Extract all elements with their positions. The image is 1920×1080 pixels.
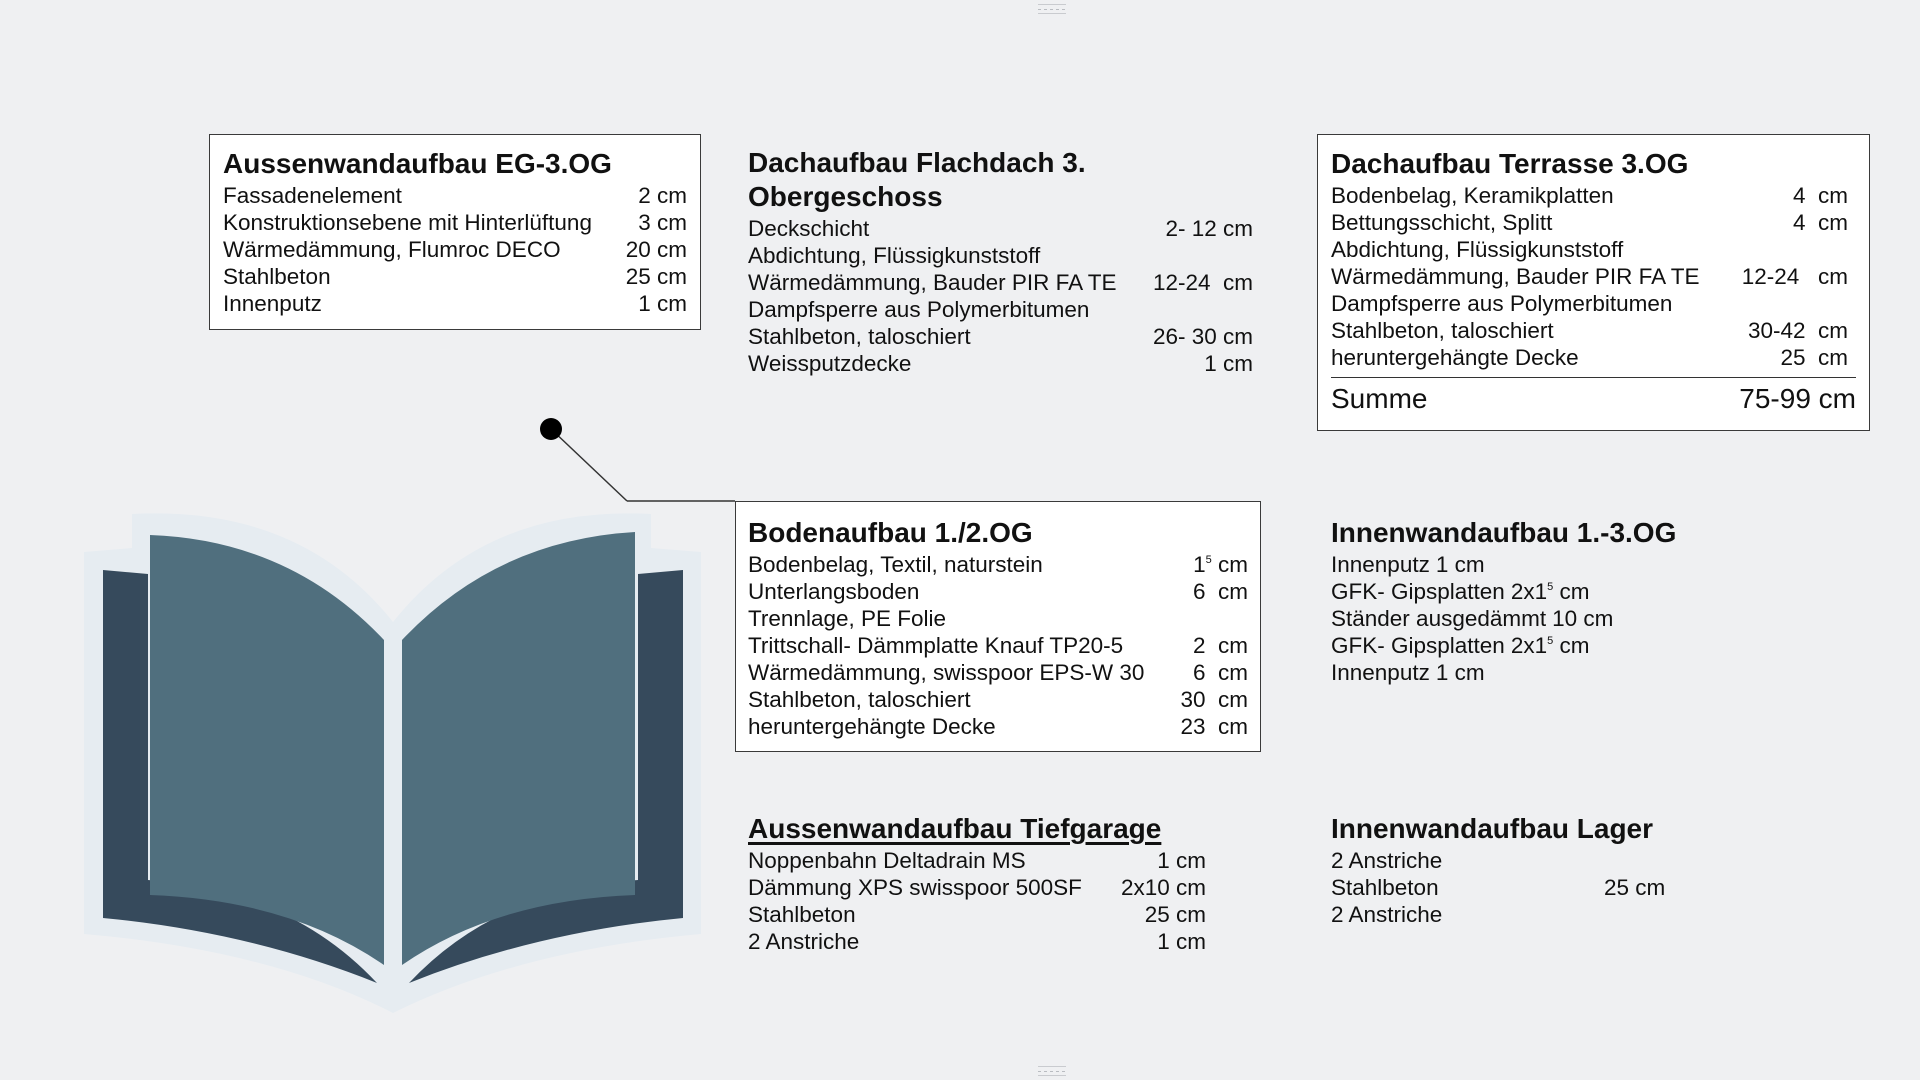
layer-label: Wärmedämmung, Bauder PIR FA TE [748,270,1117,295]
layer-value: 2- 12 cm [1165,216,1253,241]
dach-terrasse-box [1317,134,1870,431]
layer-row [1331,874,1751,901]
layer-label: Innenputz [223,291,322,316]
layer-label: Fassadenelement [223,183,402,208]
layer-row [1331,182,1856,209]
layer-label: Stahlbeton [748,902,856,927]
layer-row [748,269,1253,296]
layer-row [748,659,1248,686]
layer-label: Trittschall- Dämmplatte Knauf TP20-5 [748,633,1124,658]
layer-row [1331,344,1856,371]
layer-label: Bodenbelag, Textil, naturstein [748,552,1043,577]
layer-row [223,182,687,209]
layer-value: 6 cm [1192,660,1248,685]
layer-label: Stahlbeton, taloschiert [1331,318,1554,343]
layer-row [748,928,1206,955]
layer-value: 25 cm [1780,345,1848,370]
layer-value: 6 cm [1192,579,1248,604]
layer-row [748,578,1248,605]
layer-row [748,686,1248,713]
layer-label: Stahlbeton [1331,875,1439,900]
lager-title: Innenwandaufbau Lager [1331,813,1654,844]
layer-row [1331,290,1856,317]
layer-row [223,209,687,236]
layer-row [748,350,1253,377]
layer-row [223,290,687,317]
book-icon [84,513,701,1013]
layer-value: 26- 30 cm [1152,324,1253,349]
layer-row [1331,317,1856,344]
layer-value: 25 cm [1144,902,1206,927]
layer-value: 12-24 cm [1741,264,1848,289]
layer-label: 2 Anstriche [748,929,860,954]
layer-line: Innenputz 1 cm [1331,552,1485,577]
layer-value: 25 cm [625,264,687,289]
bodenaufbau-box [735,501,1261,752]
aussenwand-eg-title: Aussenwandaufbau EG-3.OG [223,148,612,179]
layer-row [1331,847,1751,874]
layer-row [1331,263,1856,290]
layer-label: Wärmedämmung, Bauder PIR FA TE [1331,264,1700,289]
layer-label: heruntergehängte Decke [748,714,996,739]
layer-row [748,713,1248,740]
layer-label: Dampfsperre aus Polymerbitumen [1331,291,1673,316]
layer-value: 2 cm [1192,633,1248,658]
innenwand-block [1331,516,1751,686]
layer-label: Deckschicht [748,216,870,241]
layer-value: 4 cm [1792,183,1848,208]
layer-label: Stahlbeton, taloschiert [748,687,971,712]
layer-line: Ständer ausgedämmt 10 cm [1331,606,1614,631]
layer-row [748,551,1248,578]
bodenaufbau-title: Bodenaufbau 1./2.OG [748,517,1033,548]
layer-label: Dämmung XPS swisspoor 500SF [748,875,1082,900]
layer-label: 2 Anstriche [1331,902,1443,927]
layer-line: GFK- Gipsplatten $2x1^5$ cm [1331,579,1590,604]
layer-row [748,323,1253,350]
layer-value: 1 cm [1157,848,1206,873]
layer-label: Stahlbeton, taloschiert [748,324,971,349]
layer-row [748,632,1248,659]
layer-value: 4 cm [1792,210,1848,235]
sum-row [1331,377,1856,416]
layer-row [1331,236,1856,263]
layer-label: Trennlage, PE Folie [748,606,947,631]
layer-value: 12-24 cm [1152,270,1253,295]
layer-label: Unterlangsboden [748,579,920,604]
sum-value: 75-99 cm [1739,383,1856,414]
layer-label: Bettungsschicht, Splitt [1331,210,1553,235]
tiefgarage-title: Aussenwandaufbau Tiefgarage [748,813,1162,844]
lager-block [1331,812,1751,928]
layer-value: 2 cm [638,183,687,208]
layer-value: 20 cm [625,237,687,262]
layer-label: Dampfsperre aus Polymerbitumen [748,297,1090,322]
layer-value: 23 cm [1180,714,1248,739]
layer-row [748,215,1253,242]
sum-label: Summe [1331,383,1428,414]
layer-row [748,296,1253,323]
layer-label: Abdichtung, Flüssigkunststoff [1331,237,1624,262]
layer-label: Noppenbahn Deltadrain MS [748,848,1026,873]
layer-value: $1^5$ cm [1193,552,1248,577]
layer-line: GFK- Gipsplatten $2x1^5$ cm [1331,633,1590,658]
layer-label: 2 Anstriche [1331,848,1443,873]
layer-row [223,263,687,290]
connector-line [540,418,735,501]
layer-row [1331,901,1751,928]
layer-value: 3 cm [638,210,687,235]
dach-terrasse-title: Dachaufbau Terrasse 3.OG [1331,148,1689,179]
layer-value: 30 cm [1180,687,1248,712]
tiefgarage-block [748,812,1206,955]
innenwand-title: Innenwandaufbau 1.-3.OG [1331,517,1677,548]
layer-row [223,236,687,263]
layer-row [1331,209,1856,236]
layer-row [748,901,1206,928]
layer-line: Innenputz 1 cm [1331,660,1485,685]
layer-value: 25 cm [1604,875,1666,900]
layer-label: Konstruktionsebene mit Hinterlüftung [223,210,592,235]
layer-row [748,242,1253,269]
layer-row [748,605,1248,632]
layer-label: Wärmedämmung, swisspoor EPS-W 30 [748,660,1145,685]
layer-label: heruntergehängte Decke [1331,345,1579,370]
dach-flachdach-title: Dachaufbau Flachdach 3. Obergeschoss [748,147,1086,212]
layer-label: Bodenbelag, Keramikplatten [1331,183,1614,208]
layer-value: 1 cm [1157,929,1206,954]
layer-value: 30-42 cm [1747,318,1848,343]
dach-flachdach-block [748,146,1253,377]
layer-label: Stahlbeton [223,264,331,289]
layer-value: 1 cm [1204,351,1253,376]
layer-value: 2x10 cm [1120,875,1206,900]
layer-label: Wärmedämmung, Flumroc DECO [223,237,561,262]
aussenwand-eg-box [209,134,701,330]
layer-label: Weissputzdecke [748,351,912,376]
layer-row [748,874,1206,901]
layer-label: Abdichtung, Flüssigkunststoff [748,243,1041,268]
layer-row [748,847,1206,874]
layer-value: 1 cm [638,291,687,316]
